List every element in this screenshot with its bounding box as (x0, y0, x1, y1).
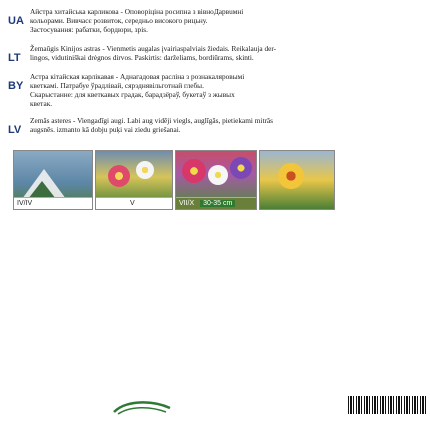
entry-lv-code: LV (8, 124, 22, 136)
brand-logo (112, 398, 172, 416)
package-4-flower-icon (278, 163, 304, 189)
package-3-height-tag: 30-35 cm (200, 200, 235, 207)
entry-lv-line-1: augsnēs. izmanto kā dobju puķi vai ziedu griešanai. (30, 125, 181, 134)
package-3-label (176, 197, 256, 209)
entry-by-line-3: кветак. (30, 99, 53, 108)
seed-package-4 (259, 150, 335, 210)
entry-ua-header: Айстра хитайська карликова - Оповорiцiна росипна з вiвноДарвuмнi (30, 7, 244, 16)
entry-by-header: Астра кітайская карлікавая - Аднагадовая расліна з рознакаляровымі (30, 72, 245, 81)
entry-ua (8, 7, 424, 34)
seed-package-2 (95, 150, 173, 210)
entry-ua-line-2: Застосування: рабатки, бордюри, зpis. (30, 25, 148, 34)
entry-lv (8, 116, 424, 136)
barcode-caption (348, 414, 426, 418)
package-3-flower-icon (230, 157, 252, 179)
package-2-flower-icon (136, 161, 154, 179)
entry-by-line-1: кветкамі. Патрабуе ўрадлівай, сярэднявільготнай глебы. (30, 81, 204, 90)
entry-ua-line-1: кольорами. Вивчасє розвиток, середньо високого рицьну. (30, 16, 208, 25)
entry-lt-line-1: lingos, vidutiniškai drėgnos dirvos. Paskirtis: darželiams, bordiūrams, skinti. (30, 53, 254, 62)
entry-ua-code: UA (8, 15, 24, 27)
product-photo (7, 150, 341, 220)
entry-by-line-2: Скарыстанне: для кветкавых градак, барадзёраў, букетаў з жывых (30, 90, 235, 99)
package-2-label: V (96, 197, 172, 209)
entry-lt-code: LT (8, 52, 21, 64)
package-3-flower-icon (182, 159, 206, 183)
seed-package-3 (175, 150, 257, 210)
seed-package-1 (13, 150, 93, 210)
package-1-label: IV/IV (14, 197, 92, 209)
entry-lt (8, 44, 424, 64)
package-3-flower-icon (208, 165, 228, 185)
package-3-months: VII/X (179, 200, 195, 207)
entry-by (8, 72, 424, 108)
package-2-flower-icon (108, 165, 130, 187)
barcode (348, 396, 426, 414)
entry-lv-header: Zemās asteres - Viengadīgi augi. Labi aug vidēji viegls, auglīgās, pietiekami mitrās (30, 116, 273, 125)
entry-lt-header: Žemaūgis Kinijos astras - Vienmetis augalas įvairiaspalviais žiedais. Reikalauja der- (30, 44, 277, 53)
entry-by-code: BY (8, 80, 24, 92)
